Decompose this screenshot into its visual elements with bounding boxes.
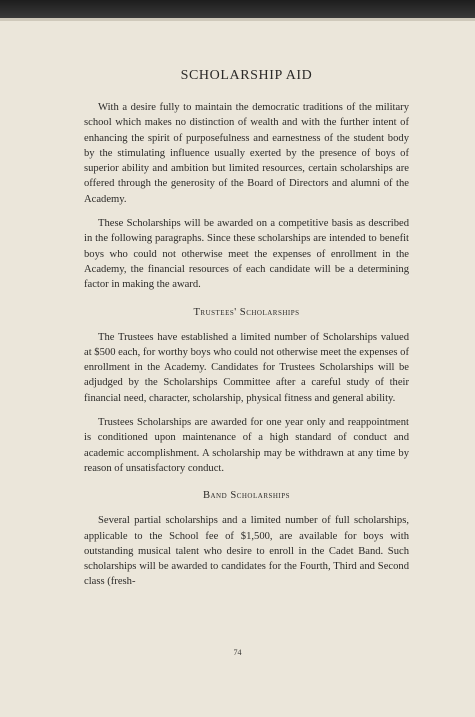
trustees-scholarships-heading: Trustees' Scholarships [193, 306, 300, 318]
intro-paragraph-2: These Scholarships will be awarded on a competitive basis as described in the following paragraphs. Since these scholarships are intended to benefit boys who could not otherwise meet the expenses of enrollment in the Academy, the financial resources of each candidate will be a determining factor in making the award. [84, 218, 409, 291]
page-number: 74 [233, 648, 242, 657]
page-title: SCHOLARSHIP AID [180, 68, 313, 83]
band-paragraph-1: Several partial scholarships and a limited number of full scholarships, applicable to the School fee of $1,500, are available for boys with outstanding musical talent who desire to enroll in the Cadet Band. Such scholarships will be awarded to candidates for the Fourth, Third and Second class (fresh- [84, 515, 409, 588]
intro-paragraph-1: With a desire fully to maintain the democratic traditions of the military school which makes no distinction of wealth and with the further intent of enhancing the spirit of purposefulness and earnestness of the student body by the stimulating influence usually exerted by the presence of boys of superior ability and ambition but limited resources, certain scholarships are offered through the generosity of the Board of Directors and alumni of the Academy. [84, 102, 409, 205]
trustees-paragraph-1: The Trustees have established a limited number of Scholarships valued at $500 each, for worthy boys who could not otherwise meet the expenses of enrollment in the Academy. Candidates for Trustees Scholarships will be adjudged by the Scholarships Committee after a careful study of their financial need, character, scholarship, physical fitness and general ability. [84, 331, 409, 404]
trustees-paragraph-2: Trustees Scholarships are awarded for one year only and reappointment is conditioned upon maintenance of a high standard of conduct and academic accomplishment. A scholarship may be withdrawn at any time by reason of unsatisfactory conduct. [84, 417, 409, 474]
page-top-shadow [0, 0, 475, 18]
page-edge [0, 18, 475, 21]
band-scholarships-heading: Band Scholarships [202, 490, 291, 502]
document-page [84, 68, 409, 599]
